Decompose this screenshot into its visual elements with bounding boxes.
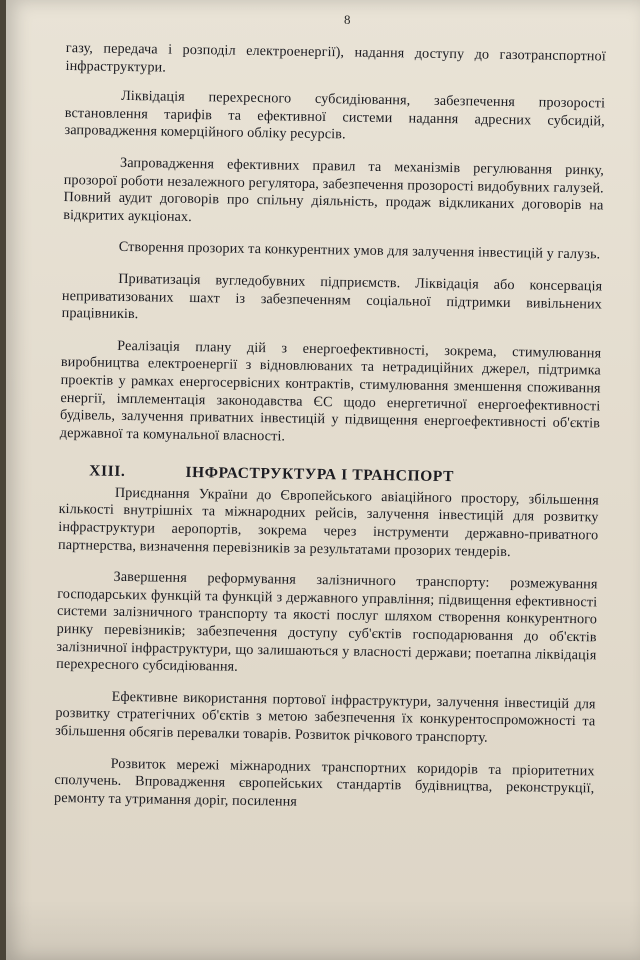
section-title: ІНФРАСТРУКТУРА І ТРАНСПОРТ [185,464,455,486]
paragraph-cross-subsidy: Ліквідація перехресного субсидіювання, забезпечення прозорості встановлення тарифів та ефективної системи надання адресних субсидій, запровадження комерційного обліку ресурсів. [64,88,606,143]
section-number: XIII. [89,462,126,481]
paragraph-gas-access: газу, передача і розподіл електроенергії), надання доступу до газотранспортної інфраструктури. [65,40,606,76]
paragraph-aviation: Приєднання України до Європейського авіаційного простору, збільшення кількості внутрішніх та міжнародних рейсів, залучення інвестицій для розвитку інфраструктури аеропортів, зокрема через інструменти державно-приватного партнерства, визначення перевізників за результатами прозорих тендерів. [57,484,599,560]
paragraph-market-regulation: Запровадження ефективних правил та механізмів регулювання ринку, прозорої роботи незалежного регулятора, забезпечення прозорості видобувних галузей. Повний аудит договорів про спільну діяльність, продаж відкликаних договорів на відкритих аукціонах. [63,154,605,225]
paragraph-investment-conditions: Створення прозорих та конкурентних умов для залучення інвестицій у галузь. [118,239,601,263]
page-number: 8 [344,12,351,27]
document-body [54,40,606,830]
paragraph-coal-privatization: Приватизація вугледобувних підприємств. Ліквідація або консервація неприватизованих шахт із забезпеченням соціальної підтримки вивільнених працівників. [61,270,603,323]
document-page [6,0,640,960]
paragraph-energy-efficiency: Реалізація плану дій з енергоефективності, зокрема, стимулювання виробництва електроенергії з відновлюваних та нетрадиційних джерел, підтримка проектів у рамках енергосервісних контрактів, стимулювання зменшення споживання енергії, імплементація законодавства ЄС щодо енергетичної енергоефективності будівель, залучення приватних інвестицій у підвищення енергоефективності об'єктів державної та комунальної власності. [59,337,602,445]
section-heading [89,463,599,489]
paragraph-ports: Ефективне використання портової інфраструктури, залучення інвестицій для розвитку стратегічних об'єктів з метою забезпечення їх конкурентоспроможності та збільшення обсягів перевалки товарів. Розвиток річкового транспорту. [55,688,596,746]
page-shadow [6,900,640,960]
paragraph-railway: Завершення реформування залізничного транспорту: розмежування господарських функцій та функцій з державного управління; підвищення ефективності системи залізничного транспорту та якості послуг шляхом створення конкурентного ринку перевізників; забезпечення доступу суб'єктів господарювання до об'єктів залізничної інфраструктури, що залишаються у власності держави; поетапна ліквідація перехресного субсидіювання. [56,569,598,675]
paragraph-transport-corridors: Розвиток мережі міжнародних транспортних коридорів та пріоритетних сполучень. Впровадження європейських стандартів будівництва, реконструкції, ремонту та утримання доріг, посилення [53,755,595,810]
